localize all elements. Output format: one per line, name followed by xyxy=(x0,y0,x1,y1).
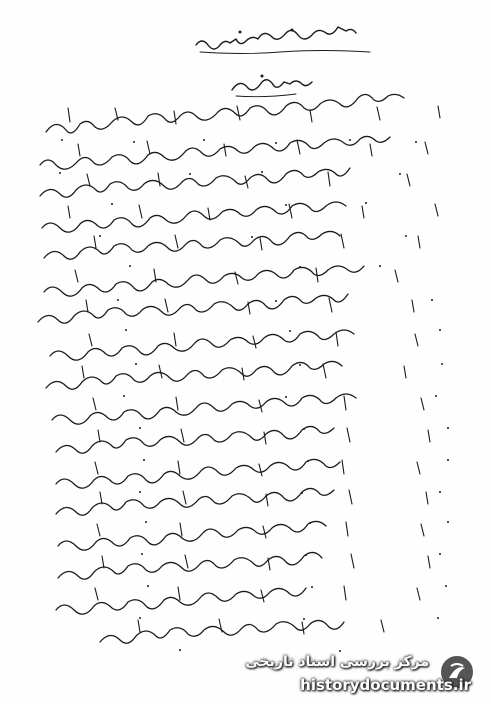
watermark-title: مرکز بررسی اسناد تاریخی xyxy=(245,654,429,670)
body-script xyxy=(38,94,404,643)
heading-line-1-script xyxy=(196,27,370,54)
watermark-url: historydocuments.ir xyxy=(300,676,471,694)
archive-watermark xyxy=(227,652,477,696)
script-ascenders xyxy=(68,106,440,634)
script-dots xyxy=(59,139,449,652)
heading-line-2-script xyxy=(232,75,312,96)
